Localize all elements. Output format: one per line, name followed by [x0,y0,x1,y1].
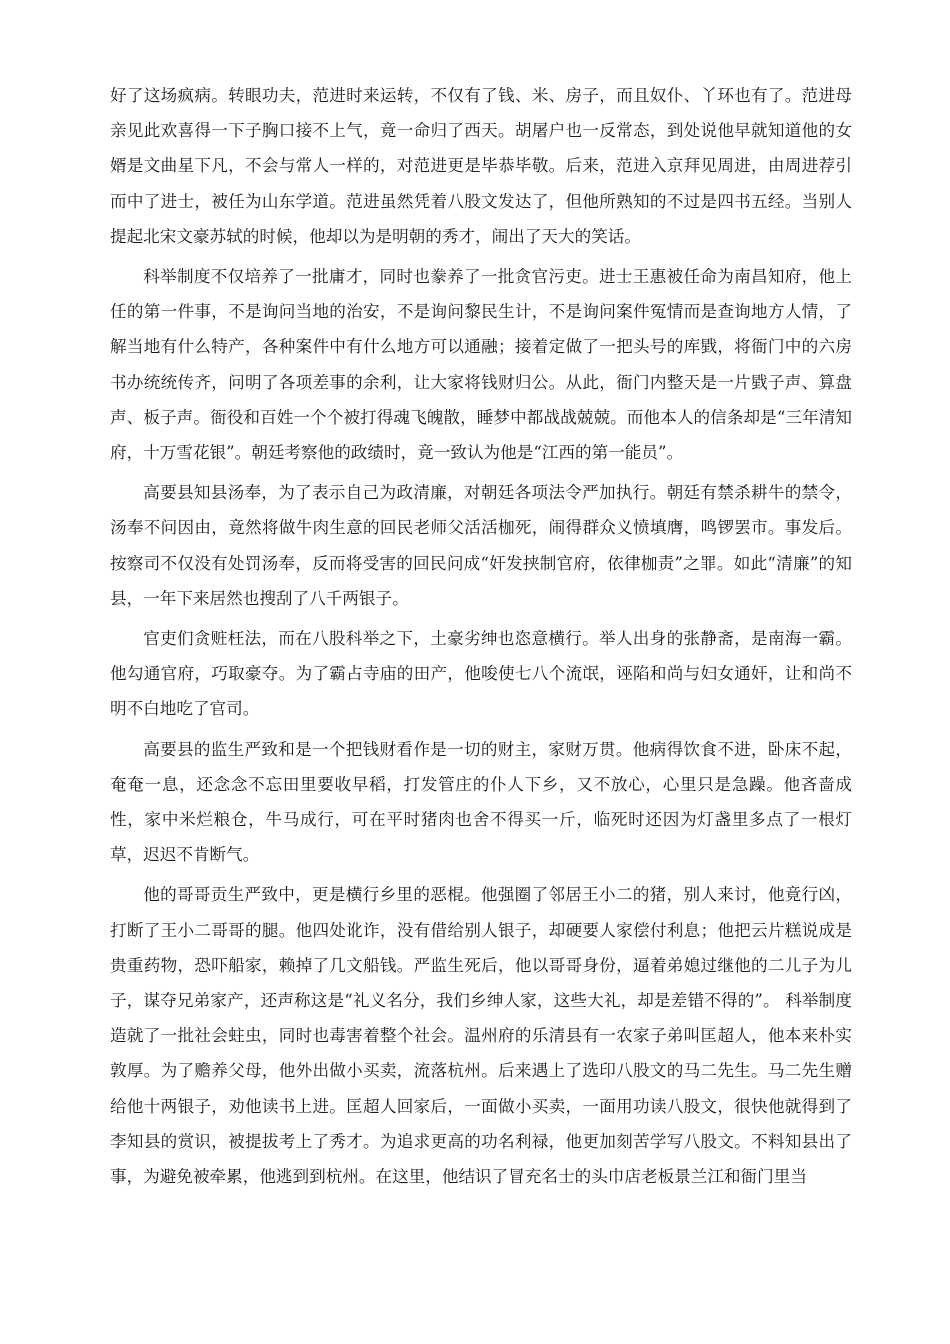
paragraph-wang-hui: 科举制度不仅培养了一批庸才，同时也豢养了一批贪官污吏。进士王惠被任命为南昌知府，他上任的第一件事，不是询问当地的治安，不是询问黎民生计，不是询问案件冤情而是查询地方人情，了解当地有什么特产，各种案件中有什么地方可以通融；接着定做了一把头号的库戥，将衙门中的六房书办统统传齐，问明了各项差事的余利，让大家将钱财归公。从此，衙门内整天是一片戥子声、算盘声、板子声。衙役和百姓一个个被打得魂飞魄散，睡梦中都战战兢兢。而他本人的信条却是“三年清知府，十万雪花银”。朝廷考察他的政绩时，竟一致认为他是“江西的第一能员”。 [110,267,852,463]
paragraph-yan-zhihe: 高要县的监生严致和是一个把钱财看作是一切的财主，家财万贯。他病得饮食不进，卧床不起，奄奄一息，还念念不忘田里要收早稻，打发管庄的仆人下乡，又不放心，心里只是急躁。他吝啬成性，家中米烂粮仓，牛马成行，可在平时猪肉也舍不得买一斤，临死时还因为灯盏里多点了一根灯草，迟迟不肯断气。 [110,739,852,865]
paragraph-fan-jin: 好了这场疯病。转眼功夫，范进时来运转，不仅有了钱、米、房子，而且奴仆、丫环也有了。范进母亲见此欢喜得一下子胸口接不上气，竟一命归了西天。胡屠户也一反常态，到处说他早就知道他的女婿是文曲星下凡，不会与常人一样的，对范进更是毕恭毕敬。后来，范进入京拜见周进，由周进荐引而中了进士，被任为山东学道。范进虽然凭着八股文发达了，但他所熟知的不过是四书五经。当别人提起北宋文豪苏轼的时候，他却以为是明朝的秀才，闹出了天大的笑话。 [110,86,852,246]
paragraph-zhang-jingzhai: 官吏们贪赃枉法，而在八股科举之下，土豪劣绅也恣意横行。举人出身的张静斋，是南海一霸。他勾通官府，巧取豪夺。为了霸占寺庙的田产，他唆使七八个流氓，诬陷和尚与妇女通奸，让和尚不明不白地吃了官司。 [110,629,852,719]
paragraph-tang-feng: 高要县知县汤奉，为了表示自己为政清廉，对朝廷各项法令严加执行。朝廷有禁杀耕牛的禁令，汤奉不问因由，竟然将做牛肉生意的回民老师父活活枷死，闹得群众义愤填膺，鸣锣罢市。事发后。按察司不仅没有处罚汤奉，反而将受害的回民问成“奸发挟制官府，依律枷责”之罪。如此“清廉”的知县，一年下来居然也搜刮了八千两银子。 [110,483,852,608]
document-page [110,78,852,1194]
paragraph-yan-zhizhong: 他的哥哥贡生严致中，更是横行乡里的恶棍。他强圈了邻居王小二的猪，别人来讨，他竟行凶，打断了王小二哥哥的腿。他四处讹诈，没有借给别人银子，却硬要人家偿付利息；他把云片糕说成是贵重药物，恐吓船家，赖掉了几文船钱。严监生死后，他以哥哥身份，逼着弟媳过继他的二儿子为儿子，谋夺兄弟家产，还声称这是“礼义名分，我们乡绅人家，这些大礼，却是差错不得的”。 科举制度造就了一批社会蛀虫，同时也毒害着整个社会。温州府的乐清县有一农家子弟叫匡超人，他本来朴实敦厚。为了赡养父母，他外出做小买卖，流落杭州。后来遇上了选印八股文的马二先生。马二先生赠给他十两银子，劝他读书上进。匡超人回家后，一面做小买卖，一面用功读八股文，很快他就得到了李知县的赏识，被提拔考上了秀才。为追求更高的功名利禄，他更加刻苦学写八股文。不料知县出了事，为避免被牵累，他逃到到杭州。在这里，他结识了冒充名士的头巾店老板景兰江和衙门里当 [110,885,852,1187]
